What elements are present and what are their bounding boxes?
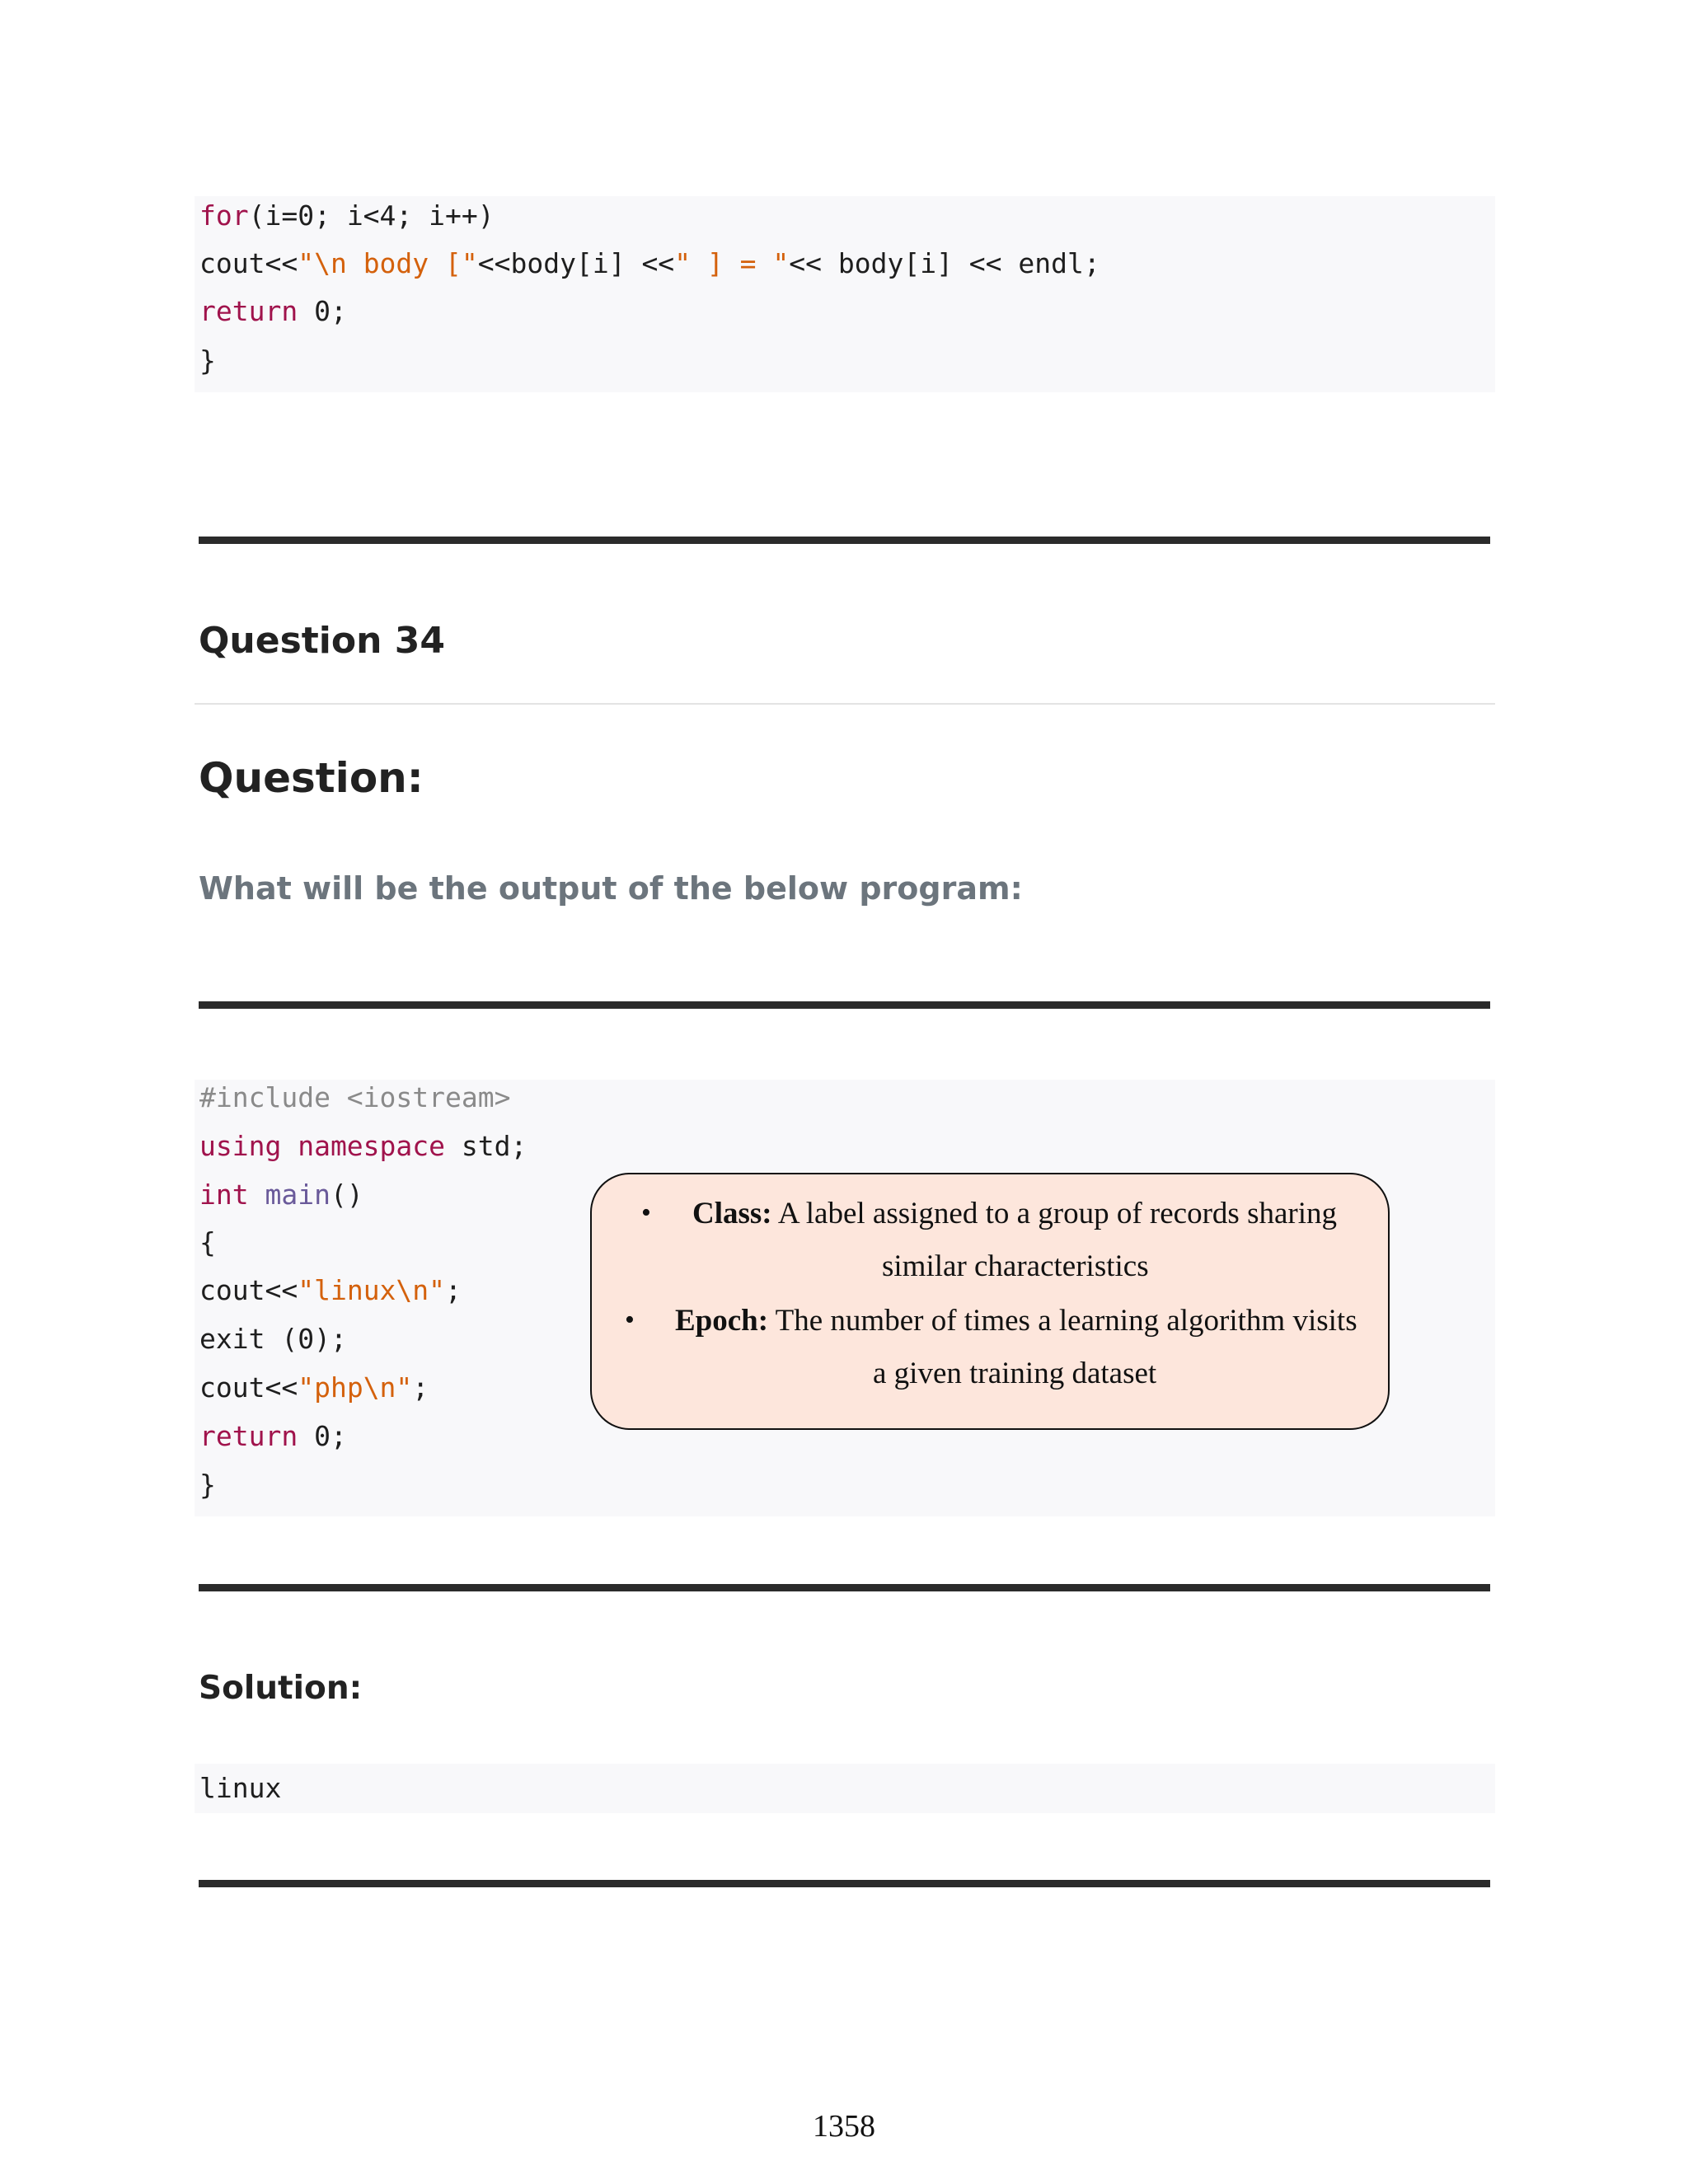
code-function: main: [265, 1179, 331, 1211]
question-number-heading: Question 34: [199, 620, 445, 662]
code-text: (i=0; i<4; i++): [248, 199, 495, 232]
definition-term: Class:: [692, 1197, 772, 1230]
code-keyword: int: [199, 1179, 249, 1211]
code-keyword: return: [199, 295, 298, 327]
definition-line: [675, 1303, 1357, 1339]
definition-line: a given training dataset: [873, 1357, 1157, 1390]
section-divider: [199, 1880, 1490, 1887]
code-line: exit (0);: [199, 1323, 347, 1355]
solution-output: linux: [199, 1772, 282, 1804]
bullet-icon: •: [625, 1305, 635, 1335]
code-keyword: for: [199, 199, 249, 232]
definition-term: Epoch:: [675, 1304, 769, 1338]
code-line: [199, 295, 347, 328]
code-text: cout<<: [199, 1371, 298, 1404]
code-line: [199, 1130, 527, 1163]
bullet-icon: •: [641, 1197, 651, 1228]
code-keyword: using namespace: [199, 1130, 446, 1162]
section-divider: [199, 1584, 1490, 1591]
code-string: "\n body [": [298, 247, 478, 279]
definition-callout: [590, 1173, 1390, 1430]
code-line: [199, 1371, 429, 1404]
code-line: [199, 247, 1100, 280]
code-text: std;: [445, 1130, 528, 1162]
section-divider: [199, 1001, 1490, 1009]
solution-output-block: [195, 1764, 1495, 1813]
question-prompt: What will be the output of the below program:: [199, 870, 1023, 907]
solution-heading: Solution:: [199, 1670, 363, 1707]
code-line: [199, 1420, 347, 1453]
code-text: 0;: [298, 1420, 347, 1452]
code-text: ;: [412, 1371, 429, 1404]
code-line: }: [199, 344, 216, 377]
code-text: << body[i] << endl;: [789, 247, 1100, 279]
heading-underline: [195, 703, 1495, 705]
code-string: "linux\n": [298, 1274, 446, 1306]
definition-line: similar characteristics: [882, 1249, 1149, 1283]
code-line: [199, 1179, 363, 1212]
definition-text: A label assigned to a group of records sharing: [771, 1197, 1337, 1230]
code-text: ;: [445, 1274, 462, 1306]
code-text: cout<<: [199, 1274, 298, 1306]
code-string: "php\n": [298, 1371, 413, 1404]
code-block-continuation: [195, 196, 1495, 392]
code-line: [199, 1274, 462, 1307]
question-heading: Question:: [199, 754, 424, 802]
code-line: {: [199, 1226, 216, 1258]
code-keyword: return: [199, 1420, 298, 1452]
code-string: " ] = ": [674, 247, 790, 279]
code-line: [199, 199, 495, 232]
code-text: 0;: [298, 295, 347, 327]
section-divider: [199, 537, 1490, 544]
code-include: #include <iostream>: [199, 1081, 511, 1113]
definition-text: The number of times a learning algorithm visits: [768, 1304, 1357, 1338]
code-line: }: [199, 1469, 216, 1501]
code-text: (): [330, 1179, 363, 1211]
page-number: 1358: [813, 2109, 875, 2144]
code-text: <<body[i] <<: [477, 247, 675, 279]
code-text: cout<<: [199, 247, 298, 279]
definition-line: [692, 1196, 1337, 1232]
